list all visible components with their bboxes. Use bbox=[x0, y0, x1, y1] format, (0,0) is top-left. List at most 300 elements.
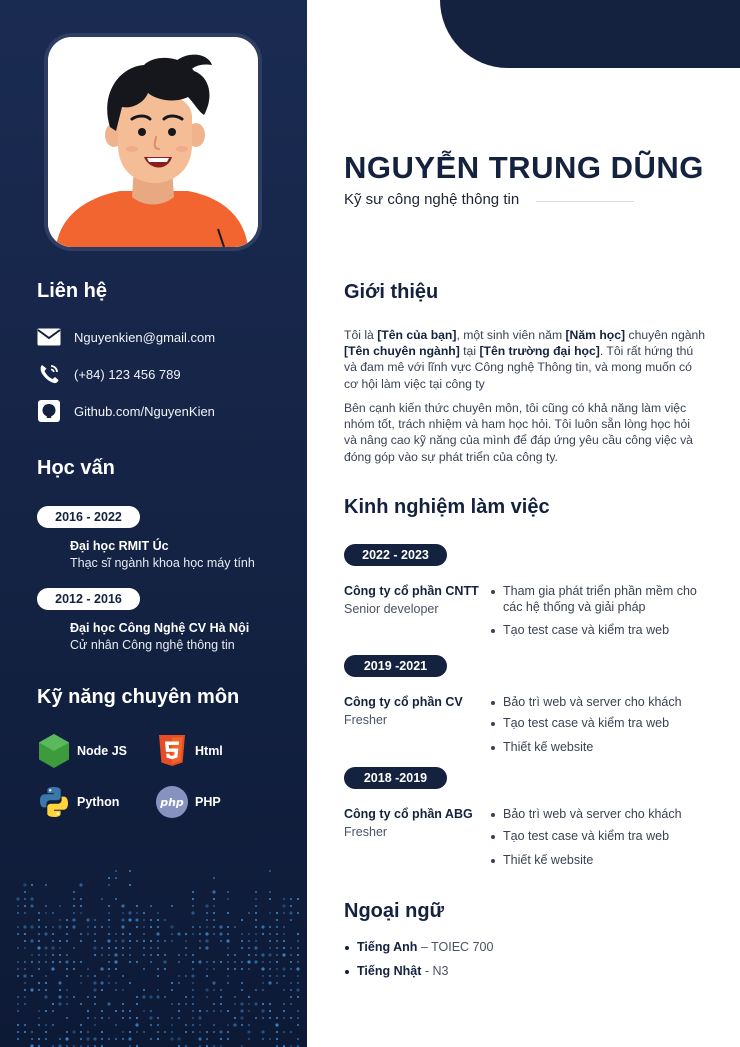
decorative-dot bbox=[94, 926, 96, 928]
decorative-dot bbox=[213, 1031, 215, 1033]
decorative-dot bbox=[23, 883, 26, 886]
decorative-dot bbox=[212, 981, 215, 984]
decorative-dot bbox=[276, 1031, 278, 1033]
decorative-dot bbox=[143, 947, 145, 949]
decorative-dot bbox=[276, 1017, 278, 1019]
decorative-dot bbox=[234, 926, 236, 928]
decorative-dot bbox=[45, 905, 47, 907]
decorative-dot bbox=[80, 933, 82, 935]
decorative-dot bbox=[248, 968, 250, 970]
decorative-dot bbox=[136, 1017, 138, 1019]
decorative-dot bbox=[290, 989, 292, 991]
php-icon bbox=[155, 785, 189, 819]
decorative-dot bbox=[290, 905, 292, 907]
decorative-dot bbox=[107, 939, 110, 942]
decorative-dot bbox=[80, 961, 82, 963]
experience-role: Fresher bbox=[344, 713, 388, 727]
decorative-dot bbox=[143, 968, 145, 970]
decorative-dot bbox=[241, 919, 243, 921]
decorative-dot bbox=[87, 933, 89, 935]
decorative-dot bbox=[206, 919, 208, 921]
education-degree: Thạc sĩ ngành khoa học máy tính bbox=[70, 556, 255, 570]
decorative-dot bbox=[136, 940, 138, 942]
decorative-dot bbox=[45, 884, 47, 886]
decorative-dot bbox=[87, 968, 89, 970]
decorative-dot bbox=[121, 925, 124, 928]
decorative-dot bbox=[206, 1038, 208, 1040]
decorative-dot bbox=[115, 898, 117, 900]
decorative-dot bbox=[87, 1010, 89, 1012]
decorative-dot bbox=[52, 961, 54, 963]
decorative-dot bbox=[290, 968, 292, 970]
decorative-dot bbox=[290, 947, 292, 949]
decorative-dot bbox=[38, 1010, 40, 1012]
decorative-dot bbox=[255, 1017, 257, 1019]
decorative-dot bbox=[297, 947, 299, 949]
decorative-dot bbox=[94, 975, 96, 977]
decorative-dot bbox=[205, 939, 208, 942]
decorative-dot bbox=[24, 1003, 26, 1005]
decorative-dot bbox=[17, 975, 19, 977]
decorative-dot bbox=[149, 1016, 152, 1019]
decorative-dot bbox=[73, 912, 75, 914]
decorative-dot bbox=[283, 1017, 285, 1019]
decorative-dot bbox=[157, 975, 159, 977]
decorative-dot bbox=[248, 947, 250, 949]
decorative-dot bbox=[30, 988, 33, 991]
decorative-dot bbox=[248, 996, 250, 998]
decorative-dot bbox=[227, 1010, 229, 1012]
decorative-dot bbox=[59, 989, 61, 991]
decorative-dot bbox=[80, 982, 82, 984]
skill-html bbox=[155, 734, 223, 768]
decorative-dot bbox=[206, 912, 208, 914]
decorative-dot bbox=[38, 968, 40, 970]
decorative-dot bbox=[234, 996, 236, 998]
decorative-dot bbox=[213, 1003, 215, 1005]
decorative-dot bbox=[157, 968, 159, 970]
decorative-dot bbox=[262, 982, 264, 984]
contact-github[interactable]: Github.com/NguyenKien bbox=[74, 403, 215, 419]
decorative-dot bbox=[178, 1017, 180, 1019]
decorative-dot bbox=[164, 996, 166, 998]
decorative-dot bbox=[122, 933, 124, 935]
decorative-dot bbox=[226, 939, 229, 942]
decorative-dot bbox=[108, 919, 110, 921]
nodejs-icon bbox=[37, 734, 71, 768]
decorative-dot bbox=[73, 905, 75, 907]
decorative-dot bbox=[59, 940, 61, 942]
decorative-dot bbox=[269, 1038, 271, 1040]
decorative-dot bbox=[52, 1024, 54, 1026]
decorative-dot bbox=[157, 912, 159, 914]
decorative-dot bbox=[94, 954, 96, 956]
contact-email[interactable]: Nguyenkien@gmail.com bbox=[74, 329, 216, 345]
decorative-dot bbox=[24, 996, 26, 998]
decorative-dot bbox=[283, 947, 285, 949]
decorative-dot bbox=[66, 1017, 68, 1019]
experience-company: Công ty cổ phần CNTT bbox=[344, 584, 479, 598]
decorative-dot bbox=[254, 1002, 257, 1005]
placeholder-major: [Tên chuyên ngành] bbox=[344, 344, 460, 359]
language-name: Tiếng Nhật bbox=[357, 964, 422, 978]
decorative-dot bbox=[213, 926, 215, 928]
decorative-dot bbox=[261, 967, 264, 970]
decorative-dot bbox=[192, 891, 194, 893]
decorative-dot bbox=[192, 1010, 194, 1012]
decorative-dot bbox=[17, 905, 19, 907]
decorative-dot bbox=[108, 961, 110, 963]
decorative-dot bbox=[269, 891, 271, 893]
decorative-dot bbox=[255, 926, 257, 928]
decorative-dot bbox=[282, 953, 285, 956]
decorative-dot bbox=[24, 968, 26, 970]
decorative-dot bbox=[38, 961, 40, 963]
decorative-dot bbox=[31, 1031, 33, 1033]
decorative-dot bbox=[297, 1017, 299, 1019]
decorative-dot bbox=[38, 1024, 40, 1026]
decorative-dot bbox=[108, 982, 110, 984]
experience-role: Fresher bbox=[344, 825, 388, 839]
decorative-dot bbox=[150, 961, 152, 963]
decorative-dot bbox=[219, 932, 222, 935]
text-segment: chuyên ngành bbox=[625, 328, 706, 342]
decorative-dot bbox=[255, 954, 257, 956]
decorative-dot bbox=[276, 926, 278, 928]
decorative-dot bbox=[255, 898, 257, 900]
decorative-dot bbox=[269, 898, 271, 900]
decorative-dot bbox=[261, 953, 264, 956]
decorative-dot bbox=[23, 974, 26, 977]
experience-task: Thiết kế website bbox=[490, 853, 712, 869]
decorative-dot bbox=[59, 961, 61, 963]
decorative-dot bbox=[143, 933, 145, 935]
decorative-dot bbox=[101, 947, 103, 949]
decorative-dot bbox=[66, 989, 68, 991]
decorative-dot bbox=[80, 1038, 82, 1040]
decorative-dot bbox=[220, 1038, 222, 1040]
candidate-title: Kỹ sư công nghệ thông tin bbox=[344, 191, 520, 208]
decorative-dot bbox=[261, 1030, 264, 1033]
decorative-dot bbox=[199, 1031, 201, 1033]
decorative-dot bbox=[45, 975, 47, 977]
decorative-dot bbox=[100, 967, 103, 970]
decorative-dot bbox=[171, 933, 173, 935]
decorative-dot bbox=[24, 933, 26, 935]
decorative-dot bbox=[108, 947, 110, 949]
decorative-dot bbox=[255, 891, 257, 893]
decorative-dot bbox=[80, 898, 82, 900]
decorative-dot bbox=[254, 946, 257, 949]
decorative-dot bbox=[262, 1003, 264, 1005]
decorative-dot bbox=[290, 954, 292, 956]
decorative-dot bbox=[164, 968, 166, 970]
experience-role: Senior developer bbox=[344, 602, 439, 616]
decorative-dot bbox=[297, 961, 299, 963]
decorative-dot bbox=[156, 932, 159, 935]
about-heading: Giới thiệu bbox=[344, 281, 439, 303]
decorative-dot bbox=[122, 1038, 124, 1040]
decorative-dot bbox=[276, 919, 278, 921]
decorative-dot bbox=[80, 1003, 82, 1005]
education-years-badge: 2012 - 2016 bbox=[37, 588, 140, 610]
decorative-dot bbox=[17, 1031, 19, 1033]
decorative-dot bbox=[269, 1017, 271, 1019]
decorative-dot bbox=[108, 968, 110, 970]
decorative-dot bbox=[38, 1038, 40, 1040]
decorative-dot bbox=[283, 1010, 285, 1012]
decorative-dot bbox=[30, 897, 33, 900]
decorative-dot bbox=[101, 989, 103, 991]
github-icon bbox=[37, 400, 61, 422]
contact-phone[interactable]: (+84) 123 456 789 bbox=[74, 366, 181, 382]
decorative-dot bbox=[185, 1031, 187, 1033]
decorative-dot bbox=[262, 989, 264, 991]
experience-task: Bảo trì web và server cho khách bbox=[490, 807, 712, 823]
decorative-dot bbox=[275, 1023, 278, 1026]
decorative-dot bbox=[86, 918, 89, 921]
decorative-dot bbox=[129, 933, 131, 935]
candidate-name: NGUYỄN TRUNG DŨNG bbox=[344, 150, 704, 185]
decorative-dot bbox=[290, 898, 292, 900]
decorative-dot bbox=[115, 870, 117, 872]
decorative-dot bbox=[16, 897, 19, 900]
decorative-dot bbox=[45, 1038, 47, 1040]
decorative-dot bbox=[143, 1010, 145, 1012]
decorative-dot bbox=[59, 905, 61, 907]
experience-task: Tạo test case và kiểm tra web bbox=[490, 716, 712, 732]
decorative-dot bbox=[31, 961, 33, 963]
decorative-dot bbox=[101, 1010, 103, 1012]
decorative-dot bbox=[283, 912, 285, 914]
decorative-dot bbox=[108, 884, 110, 886]
decorative-dot bbox=[73, 961, 75, 963]
decorative-dot bbox=[24, 982, 26, 984]
decorative-dot bbox=[177, 932, 180, 935]
decorative-dot bbox=[269, 912, 271, 914]
decorative-dot bbox=[276, 1038, 278, 1040]
decorative-dot bbox=[115, 947, 117, 949]
decorative-dot bbox=[171, 982, 173, 984]
decorative-dot bbox=[213, 877, 215, 879]
decorative-dot bbox=[45, 1010, 47, 1012]
placeholder-year: [Năm học] bbox=[565, 328, 626, 342]
contact-email-row bbox=[37, 326, 216, 348]
decorative-dot bbox=[45, 912, 47, 914]
decorative-dot bbox=[17, 961, 19, 963]
decorative-dot bbox=[206, 968, 208, 970]
decorative-dot bbox=[129, 1017, 131, 1019]
decorative-dot bbox=[233, 1023, 236, 1026]
decorative-dot bbox=[276, 961, 278, 963]
decorative-dot bbox=[52, 1003, 54, 1005]
decorative-dot bbox=[262, 1038, 264, 1040]
decorative-dot bbox=[24, 940, 26, 942]
decorative-dot bbox=[290, 982, 292, 984]
decorative-dot bbox=[143, 919, 145, 921]
decorative-dot bbox=[241, 961, 243, 963]
decorative-dot bbox=[241, 968, 243, 970]
language-item bbox=[344, 964, 448, 978]
decorative-dot bbox=[44, 932, 47, 935]
decorative-dot bbox=[276, 947, 278, 949]
decorative-dot bbox=[135, 1023, 138, 1026]
decorative-dot bbox=[108, 877, 110, 879]
decorative-dot bbox=[24, 947, 26, 949]
decorative-dot bbox=[297, 898, 299, 900]
decorative-dot bbox=[220, 1010, 222, 1012]
decorative-dot bbox=[185, 1024, 187, 1026]
decorative-dot bbox=[268, 981, 271, 984]
decorative-dot bbox=[248, 933, 250, 935]
decorative-dot bbox=[157, 1017, 159, 1019]
decorative-dot bbox=[219, 1030, 222, 1033]
decorative-dot bbox=[247, 1030, 250, 1033]
decorative-dot bbox=[65, 960, 68, 963]
phone-icon bbox=[37, 363, 61, 385]
decorative-dot bbox=[234, 968, 236, 970]
decorative-dot bbox=[143, 989, 145, 991]
decorative-dot bbox=[121, 918, 124, 921]
contact-phone-row bbox=[37, 363, 181, 385]
decorative-dot bbox=[191, 974, 194, 977]
decorative-dot bbox=[52, 954, 54, 956]
decorative-dot bbox=[227, 954, 229, 956]
language-name: Tiếng Anh bbox=[357, 940, 418, 954]
experience-task: Tham gia phát triển phần mềm cho các hệ thống và giải pháp bbox=[490, 584, 712, 615]
decorative-dot bbox=[283, 989, 285, 991]
decorative-dot bbox=[24, 912, 26, 914]
decorative-dot bbox=[240, 1016, 243, 1019]
decorative-dot bbox=[122, 975, 124, 977]
decorative-dot bbox=[163, 960, 166, 963]
experience-task: Tạo test case và kiểm tra web bbox=[490, 829, 712, 845]
language-item bbox=[344, 940, 493, 954]
decorative-dot bbox=[150, 1010, 152, 1012]
decorative-dot bbox=[192, 1024, 194, 1026]
decorative-dot bbox=[150, 1038, 152, 1040]
decorative-dot bbox=[178, 1010, 180, 1012]
decorative-dot bbox=[220, 1003, 222, 1005]
decorative-dot bbox=[192, 996, 194, 998]
decorative-dot bbox=[255, 919, 257, 921]
decorative-dot bbox=[143, 954, 145, 956]
decorative-dot bbox=[192, 989, 194, 991]
decorative-dot bbox=[45, 1024, 47, 1026]
decorative-dot bbox=[122, 947, 124, 949]
decorative-dot bbox=[213, 933, 215, 935]
decorative-dot bbox=[101, 898, 103, 900]
decorative-dot bbox=[157, 926, 159, 928]
decorative-dot bbox=[213, 1024, 215, 1026]
decorative-dot bbox=[282, 904, 285, 907]
decorative-dot bbox=[276, 933, 278, 935]
decorative-dot bbox=[129, 1010, 131, 1012]
decorative-dot bbox=[115, 1038, 117, 1040]
decorative-dot bbox=[262, 1017, 264, 1019]
decorative-dot bbox=[262, 933, 264, 935]
decorative-dot bbox=[283, 1003, 285, 1005]
decorative-dot bbox=[24, 905, 26, 907]
decorative-dot bbox=[129, 982, 131, 984]
decorative-dot bbox=[227, 933, 229, 935]
decorative-dot bbox=[150, 919, 152, 921]
decorative-dot bbox=[108, 926, 110, 928]
decorative-dot bbox=[185, 996, 187, 998]
decorative-dot bbox=[136, 905, 138, 907]
decorative-dot bbox=[248, 954, 250, 956]
decorative-dot bbox=[93, 981, 96, 984]
decorative-dot bbox=[297, 975, 299, 977]
decorative-dot bbox=[45, 1031, 47, 1033]
decorative-dot bbox=[227, 1031, 229, 1033]
decorative-corner-shape bbox=[440, 0, 740, 68]
skills-heading: Kỹ năng chuyên môn bbox=[37, 686, 240, 708]
decorative-dot bbox=[108, 1038, 110, 1040]
contact-heading: Liên hệ bbox=[37, 280, 108, 302]
decorative-dot bbox=[150, 954, 152, 956]
decorative-dot bbox=[101, 1031, 103, 1033]
decorative-dot bbox=[220, 940, 222, 942]
decorative-dot bbox=[17, 996, 19, 998]
decorative-dot bbox=[192, 954, 194, 956]
decorative-dot bbox=[108, 954, 110, 956]
decorative-dot bbox=[150, 905, 152, 907]
decorative-dot bbox=[297, 940, 299, 942]
decorative-dot bbox=[290, 1031, 292, 1033]
decorative-dot bbox=[66, 940, 68, 942]
contact-github-row bbox=[37, 400, 215, 422]
decorative-dot bbox=[136, 961, 138, 963]
decorative-dot bbox=[164, 919, 166, 921]
decorative-dot bbox=[100, 981, 103, 984]
decorative-dot bbox=[150, 926, 152, 928]
decorative-dot bbox=[185, 954, 187, 956]
decorative-dot bbox=[192, 1031, 194, 1033]
decorative-dot bbox=[73, 947, 75, 949]
about-paragraph-2: Bên cạnh kiến thức chuyên môn, tôi cũng có khả năng làm việc nhóm tốt, trách nhiệm và ham học hỏi. Tôi luôn sẵn lòng học hỏi và nâng cao kỹ năng của mình để đáp ứng yêu cầu công việc và đóng góp vào sự phát triển của công ty. bbox=[344, 401, 693, 464]
decorative-dot bbox=[198, 1037, 201, 1040]
decorative-dot bbox=[247, 960, 250, 963]
decorative-dot bbox=[24, 961, 26, 963]
decorative-dot bbox=[72, 1030, 75, 1033]
decorative-dot bbox=[171, 1003, 173, 1005]
education-school: Đại học Công Nghệ CV Hà Nội bbox=[70, 621, 250, 635]
decorative-dot bbox=[94, 996, 96, 998]
decorative-dot bbox=[115, 982, 117, 984]
decorative-dot bbox=[191, 911, 194, 914]
decorative-dot bbox=[108, 933, 110, 935]
svg-text:php: php bbox=[160, 796, 184, 809]
decorative-dot bbox=[185, 947, 187, 949]
decorative-dot bbox=[205, 988, 208, 991]
decorative-dot bbox=[276, 968, 278, 970]
decorative-dot bbox=[115, 940, 117, 942]
decorative-dot bbox=[23, 925, 26, 928]
decorative-dot bbox=[164, 954, 166, 956]
decorative-dot bbox=[178, 982, 180, 984]
decorative-dot bbox=[66, 926, 68, 928]
decorative-dot bbox=[199, 1024, 201, 1026]
decorative-dot bbox=[227, 961, 229, 963]
decorative-dot bbox=[17, 926, 19, 928]
decorative-dot bbox=[129, 884, 131, 886]
decorative-dot bbox=[192, 905, 194, 907]
decorative-dot bbox=[213, 961, 215, 963]
decorative-dot bbox=[205, 932, 208, 935]
decorative-dot bbox=[241, 989, 243, 991]
decorative-dot bbox=[114, 953, 117, 956]
